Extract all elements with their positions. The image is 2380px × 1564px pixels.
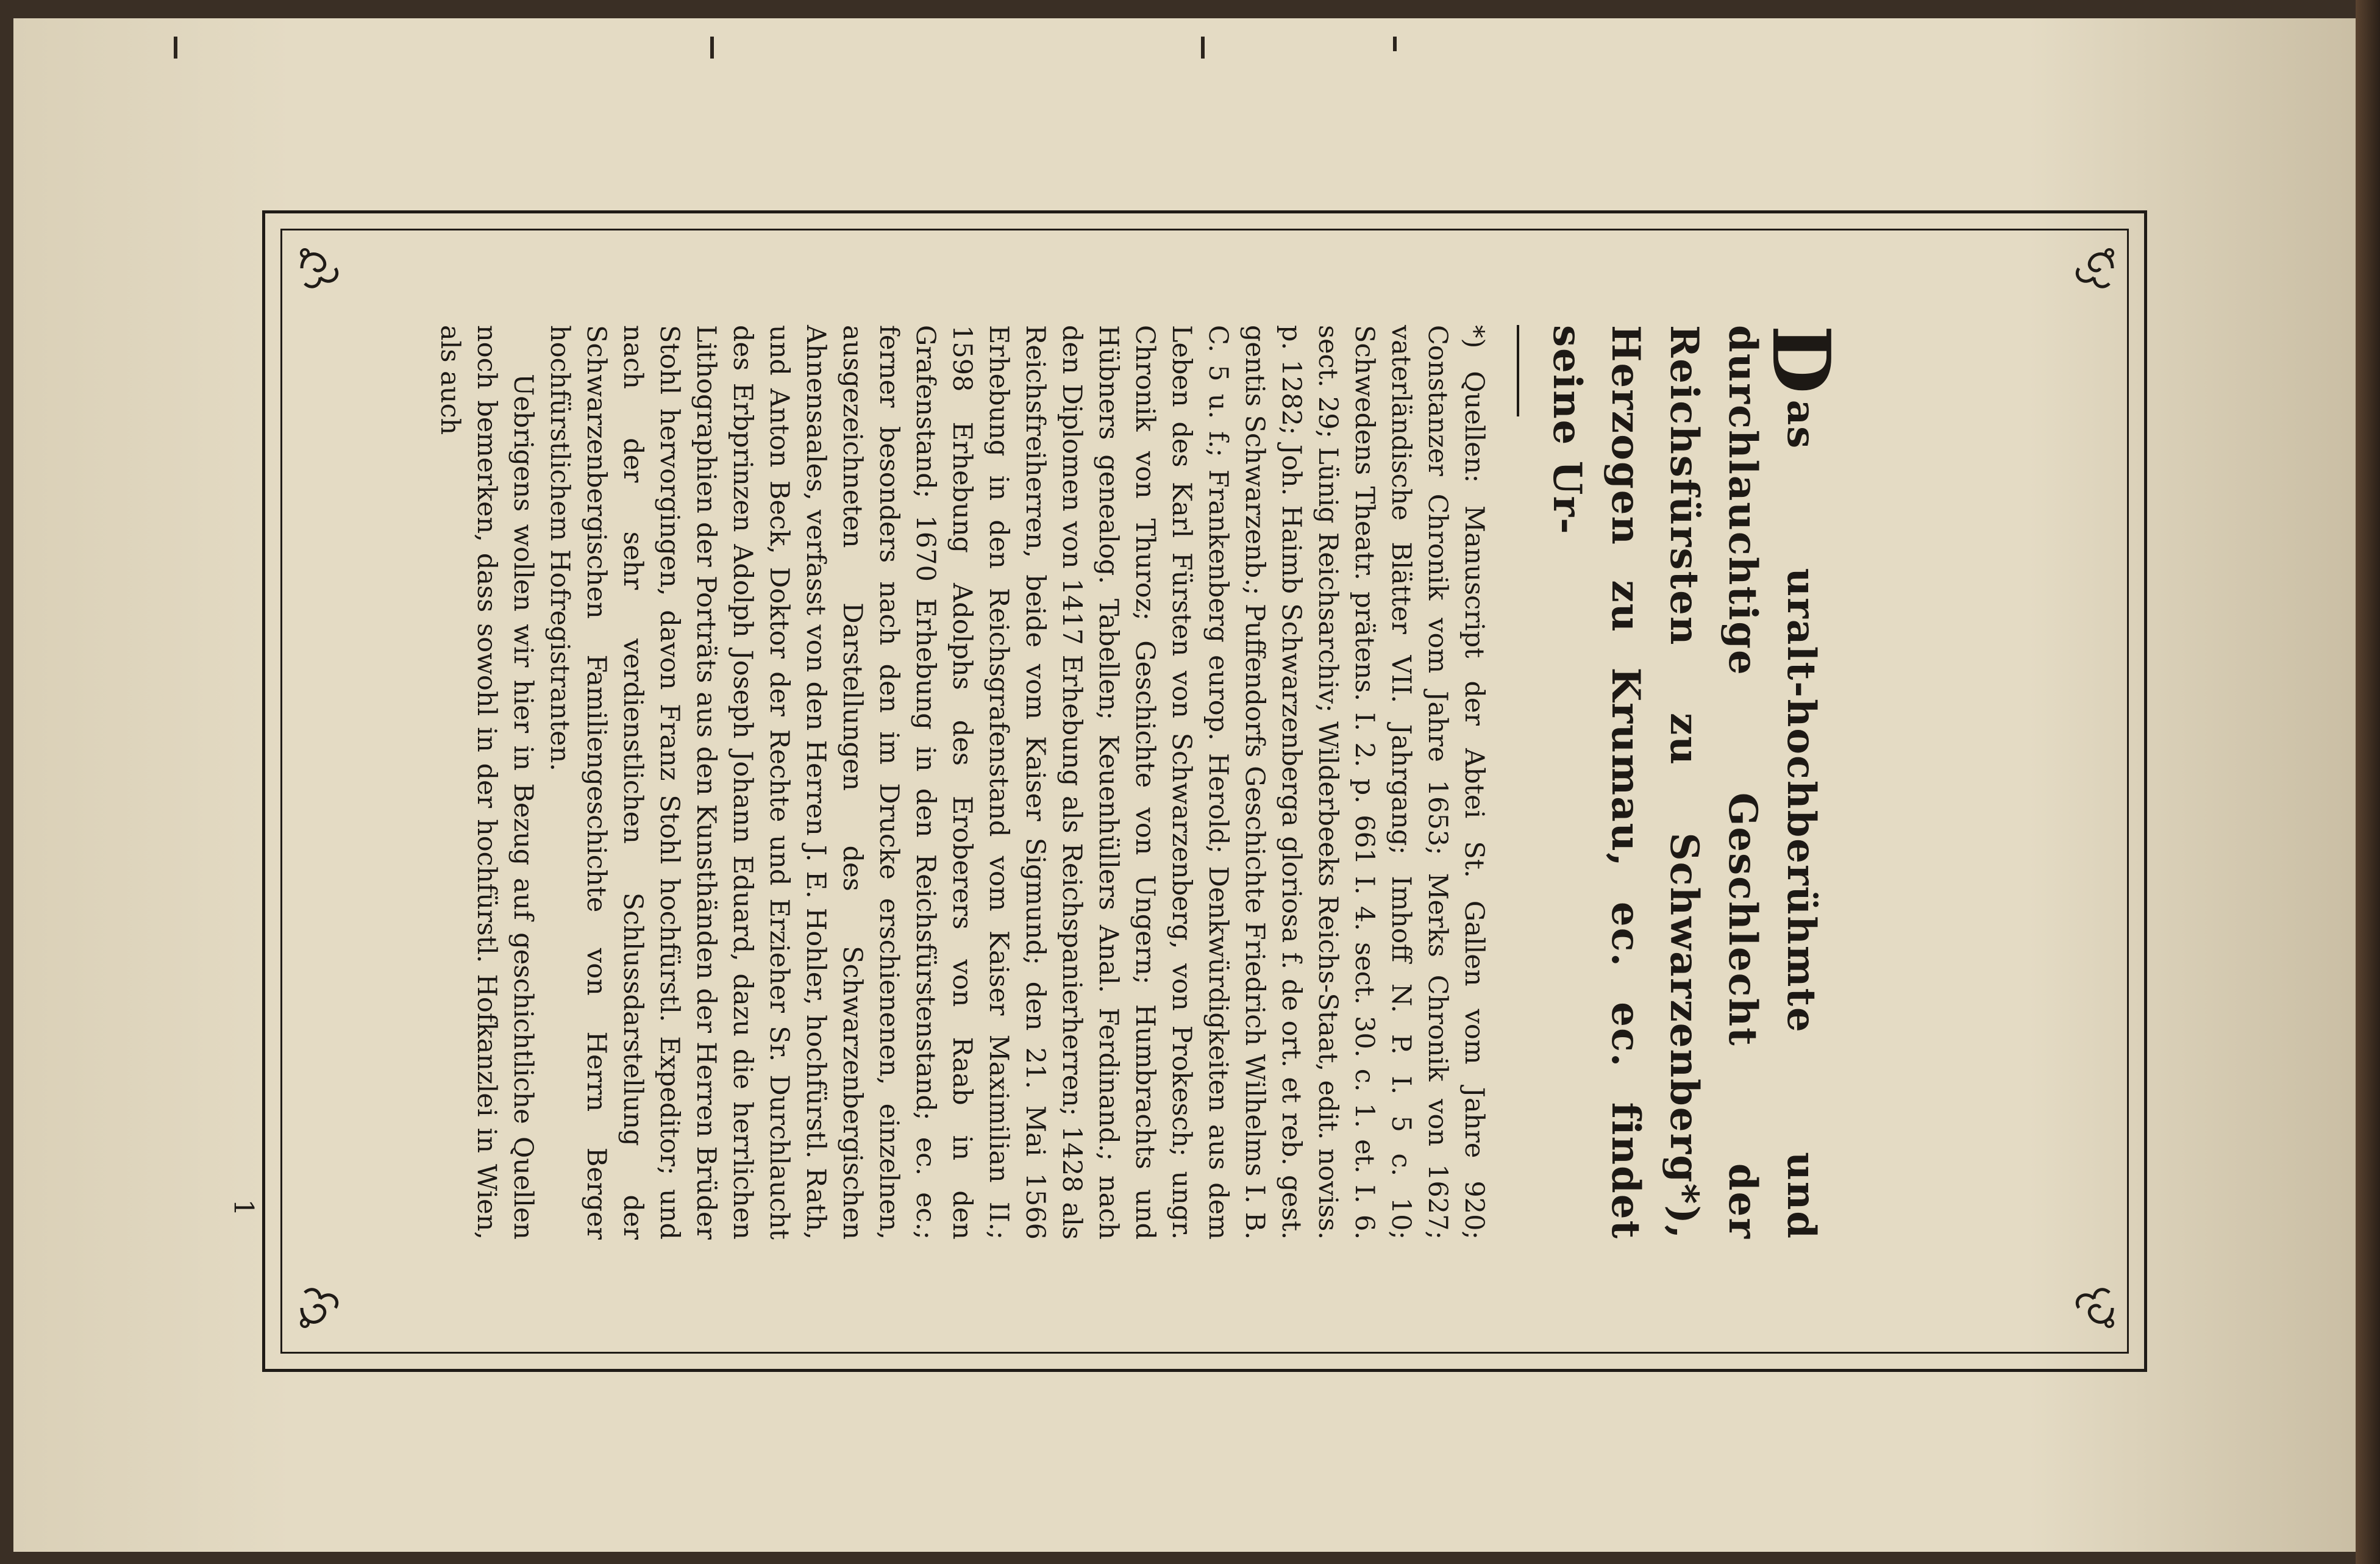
corner-ornament-icon	[2067, 241, 2122, 296]
footnote-sources: *) Quellen: Manuscript der Abtei St. Gallen vom Jahre 920; Constanzer Chronik vom Jahre 1653; Merks Chronik von 1627; vaterländische Blätter VII. Jahrgang; Imhoff N. P. I. 5 c. 10; Schwedens Theatr. prätens. I. 2. p. 661 I. 4. sect. 30. c. 1. et. I. 6. sect. 29; Lünig Reichsarchiv; Wilderbeeks Reichs-Staat, edit. noviss. p. 1282; Joh. Haimb Schwarzenberga gloriosa f. de ort. et reb. gest. gentis Schwarzenb.; Puffendorfs Geschichte Friedrich Wilhelms I. B. C. 5 u. f.; Frankenberg europ. Herold; Denkwürdigkeiten aus dem Leben des Karl Fürsten von Schwarzenberg, von Prokesch; ungr. Chronik von Thuroz; Geschichte von Ungern; Humbrachts und Hübners genealog. Tabellen; Keuenhüllers Anal. Ferdinand.; nach den Diplomen von 1417 Erhebung als Reichspanierherren; 1428 als Reichsfreiherren, beide vom Kaiser Sigmund; den 21. Mai 1566 Erhebung in den Reichsgrafenstand vom Kaiser Maximilian II.; 1598 Erhebung Adolphs des Eroberers von Raab in den Grafenstand; 1670 Erhebung in den Reichsfürstenstand; ec. ec.; ferner besonders nach den im Drucke erschienenen, einzelnen, ausgezeichneten Darstellungen des Schwarzenbergischen Ahnensaales, verfasst von den Herren J. E. Hohler, hochfürstl. Rath, und Anton Beck, Doktor der Rechte und Erzieher Sr. Durchlaucht des Erbprinzen Adolph Joseph Johann Eduard, dazu die herrlichen Lithographien der Porträts aus den Kunsthänden der Herren Brüder Stohl hervorgingen, davon Franz Stohl hochfürstl. Expeditor; und nach der sehr verdienstlichen Schlussdarstellung der Schwarzenbergischen Familiengeschichte von Herrn Berger hochfürstlichem Hofregistranten.	[544, 324, 1489, 1240]
drop-cap: D	[1755, 324, 1848, 395]
book-edge	[2356, 0, 2380, 1564]
binding-stitch	[174, 37, 177, 59]
page-number: 1	[227, 1199, 259, 1216]
binding-stitch	[1393, 37, 1397, 51]
corner-ornament-icon	[2067, 1280, 2122, 1335]
corner-ornament-icon	[293, 1280, 347, 1335]
separator-rule	[1517, 325, 1519, 416]
corner-ornament-icon	[293, 241, 347, 296]
page-heading	[1537, 324, 1848, 1240]
closing-paragraph: Uebrigens wollen wir hier in Bezug auf geschichtliche Quellen noch bemerken, dass sowohl in der hochfürstl. Hofkanzlei in Wien, als auch	[435, 324, 538, 1240]
heading-text: as uralt-hochberühmte und durchlauchtige Geschlecht der Reichsfürsten zu Schwarzenberg*), Herzogen zu Krumau, ec. ec. findet seine Ur-	[1544, 324, 1824, 1240]
binding-stitch	[1201, 37, 1205, 59]
binding-stitch	[710, 37, 714, 59]
rotated-text-block	[435, 324, 1848, 1240]
